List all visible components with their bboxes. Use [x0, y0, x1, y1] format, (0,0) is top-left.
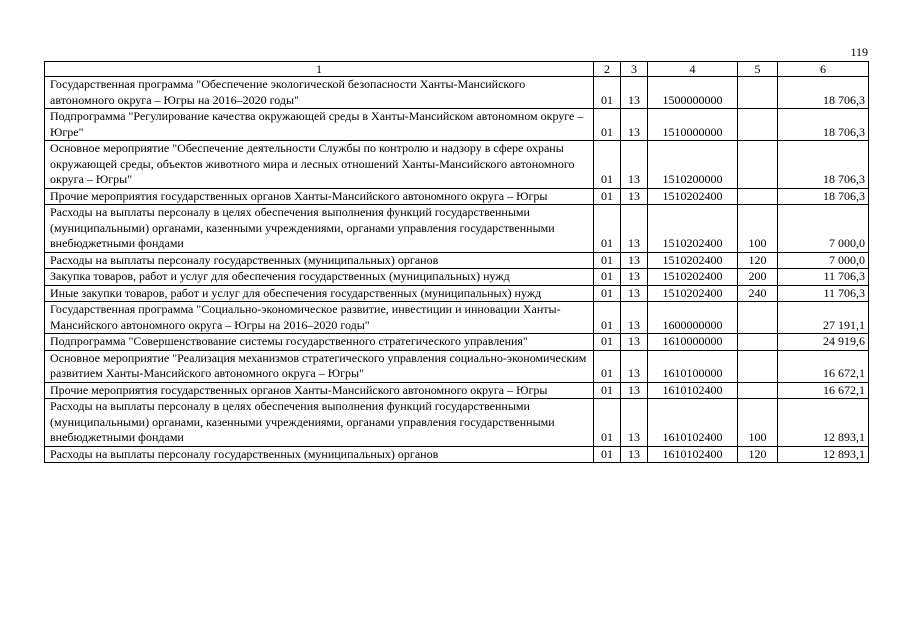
row-section-cell: 01: [594, 205, 621, 253]
column-header-name: 1: [45, 62, 594, 77]
row-target-article-cell: 1610102400: [648, 399, 738, 447]
row-amount-cell: 27 191,1: [778, 302, 869, 334]
table-row: [45, 446, 869, 463]
row-amount-cell: 16 672,1: [778, 382, 869, 399]
row-expense-type-cell: 100: [738, 205, 778, 253]
row-target-article-cell: 1510200000: [648, 141, 738, 189]
row-amount-cell: 16 672,1: [778, 350, 869, 382]
row-subsection-cell: 13: [621, 77, 648, 109]
row-expense-type-cell: 120: [738, 446, 778, 463]
row-section-cell: 01: [594, 285, 621, 302]
row-name-cell: Расходы на выплаты персоналу государственных (муниципальных) органов: [45, 252, 594, 269]
row-target-article-cell: 1610102400: [648, 382, 738, 399]
table-row: [45, 399, 869, 447]
row-amount-cell: 11 706,3: [778, 285, 869, 302]
column-header-target-article: 4: [648, 62, 738, 77]
table-row: [45, 109, 869, 141]
row-target-article-cell: 1610000000: [648, 334, 738, 351]
row-section-cell: 01: [594, 252, 621, 269]
row-section-cell: 01: [594, 77, 621, 109]
row-name-cell: Иные закупки товаров, работ и услуг для обеспечения государственных (муниципальных) нужд: [45, 285, 594, 302]
row-expense-type-cell: [738, 302, 778, 334]
row-target-article-cell: 1610102400: [648, 446, 738, 463]
row-name-cell: Расходы на выплаты персоналу в целях обеспечения выполнения функций государственными (муниципальными) органами, казенными учреждениями, органами управления государственными внебюджетными фондами: [45, 205, 594, 253]
row-amount-cell: 24 919,6: [778, 334, 869, 351]
row-subsection-cell: 13: [621, 382, 648, 399]
table-row: [45, 382, 869, 399]
column-number-row: [45, 62, 869, 77]
row-amount-cell: 12 893,1: [778, 446, 869, 463]
row-name-cell: Прочие мероприятия государственных органов Ханты-Мансийского автономного округа – Югры: [45, 382, 594, 399]
row-amount-cell: 7 000,0: [778, 252, 869, 269]
row-name-cell: Основное мероприятие "Реализация механизмов стратегического управления социально-экономическим развитием Ханты-Мансийского автономного округа – Югры": [45, 350, 594, 382]
table-row: [45, 285, 869, 302]
row-expense-type-cell: [738, 141, 778, 189]
row-target-article-cell: 1500000000: [648, 77, 738, 109]
table-body: [45, 77, 869, 463]
row-subsection-cell: 13: [621, 350, 648, 382]
row-target-article-cell: 1510202400: [648, 188, 738, 205]
row-expense-type-cell: 120: [738, 252, 778, 269]
row-name-cell: Прочие мероприятия государственных органов Ханты-Мансийского автономного округа – Югры: [45, 188, 594, 205]
row-subsection-cell: 13: [621, 141, 648, 189]
row-amount-cell: 18 706,3: [778, 141, 869, 189]
table-row: [45, 334, 869, 351]
row-section-cell: 01: [594, 334, 621, 351]
row-name-cell: Закупка товаров, работ и услуг для обеспечения государственных (муниципальных) нужд: [45, 269, 594, 286]
row-name-cell: Расходы на выплаты персоналу в целях обеспечения выполнения функций государственными (муниципальными) органами, казенными учреждениями, органами управления государственными внебюджетными фондами: [45, 399, 594, 447]
row-expense-type-cell: 100: [738, 399, 778, 447]
row-expense-type-cell: [738, 188, 778, 205]
column-header-amount: 6: [778, 62, 869, 77]
row-amount-cell: 7 000,0: [778, 205, 869, 253]
table-row: [45, 269, 869, 286]
row-subsection-cell: 13: [621, 109, 648, 141]
row-expense-type-cell: [738, 382, 778, 399]
row-subsection-cell: 13: [621, 302, 648, 334]
row-name-cell: Государственная программа "Обеспечение экологической безопасности Ханты-Мансийского автономного округа – Югры на 2016–2020 годы": [45, 77, 594, 109]
row-subsection-cell: 13: [621, 205, 648, 253]
row-target-article-cell: 1510202400: [648, 252, 738, 269]
row-target-article-cell: 1510202400: [648, 269, 738, 286]
table-row: [45, 188, 869, 205]
row-subsection-cell: 13: [621, 252, 648, 269]
row-expense-type-cell: [738, 350, 778, 382]
column-header-section: 2: [594, 62, 621, 77]
row-name-cell: Подпрограмма "Регулирование качества окружающей среды в Ханты-Мансийском автономном округе – Югре": [45, 109, 594, 141]
table-row: [45, 141, 869, 189]
row-section-cell: 01: [594, 141, 621, 189]
row-expense-type-cell: [738, 109, 778, 141]
table-row: [45, 302, 869, 334]
row-target-article-cell: 1610100000: [648, 350, 738, 382]
row-section-cell: 01: [594, 382, 621, 399]
row-amount-cell: 12 893,1: [778, 399, 869, 447]
column-header-expense-type: 5: [738, 62, 778, 77]
row-amount-cell: 18 706,3: [778, 188, 869, 205]
row-amount-cell: 18 706,3: [778, 77, 869, 109]
row-expense-type-cell: 200: [738, 269, 778, 286]
row-subsection-cell: 13: [621, 446, 648, 463]
row-expense-type-cell: 240: [738, 285, 778, 302]
row-section-cell: 01: [594, 269, 621, 286]
row-amount-cell: 18 706,3: [778, 109, 869, 141]
row-subsection-cell: 13: [621, 285, 648, 302]
table-row: [45, 252, 869, 269]
row-expense-type-cell: [738, 77, 778, 109]
row-section-cell: 01: [594, 302, 621, 334]
row-section-cell: 01: [594, 399, 621, 447]
row-section-cell: 01: [594, 350, 621, 382]
row-section-cell: 01: [594, 109, 621, 141]
row-name-cell: Основное мероприятие "Обеспечение деятельности Службы по контролю и надзору в сфере охраны окружающей среды, объектов животного мира и лесных отношений Ханты-Мансийского автономного округа – Югры": [45, 141, 594, 189]
column-header-subsection: 3: [621, 62, 648, 77]
row-amount-cell: 11 706,3: [778, 269, 869, 286]
budget-table: [44, 61, 869, 463]
row-target-article-cell: 1510202400: [648, 205, 738, 253]
row-name-cell: Государственная программа "Социально-экономическое развитие, инвестиции и инновации Ханты-Мансийского автономного округа – Югры на 2016–2020 годы": [45, 302, 594, 334]
table-row: [45, 205, 869, 253]
row-section-cell: 01: [594, 188, 621, 205]
row-subsection-cell: 13: [621, 188, 648, 205]
row-subsection-cell: 13: [621, 334, 648, 351]
row-target-article-cell: 1510202400: [648, 285, 738, 302]
row-subsection-cell: 13: [621, 399, 648, 447]
row-name-cell: Подпрограмма "Совершенствование системы государственного стратегического управления": [45, 334, 594, 351]
row-section-cell: 01: [594, 446, 621, 463]
row-name-cell: Расходы на выплаты персоналу государственных (муниципальных) органов: [45, 446, 594, 463]
row-expense-type-cell: [738, 334, 778, 351]
row-subsection-cell: 13: [621, 269, 648, 286]
page-number: 119: [850, 45, 868, 59]
table-row: [45, 350, 869, 382]
row-target-article-cell: 1600000000: [648, 302, 738, 334]
row-target-article-cell: 1510000000: [648, 109, 738, 141]
table-row: [45, 77, 869, 109]
